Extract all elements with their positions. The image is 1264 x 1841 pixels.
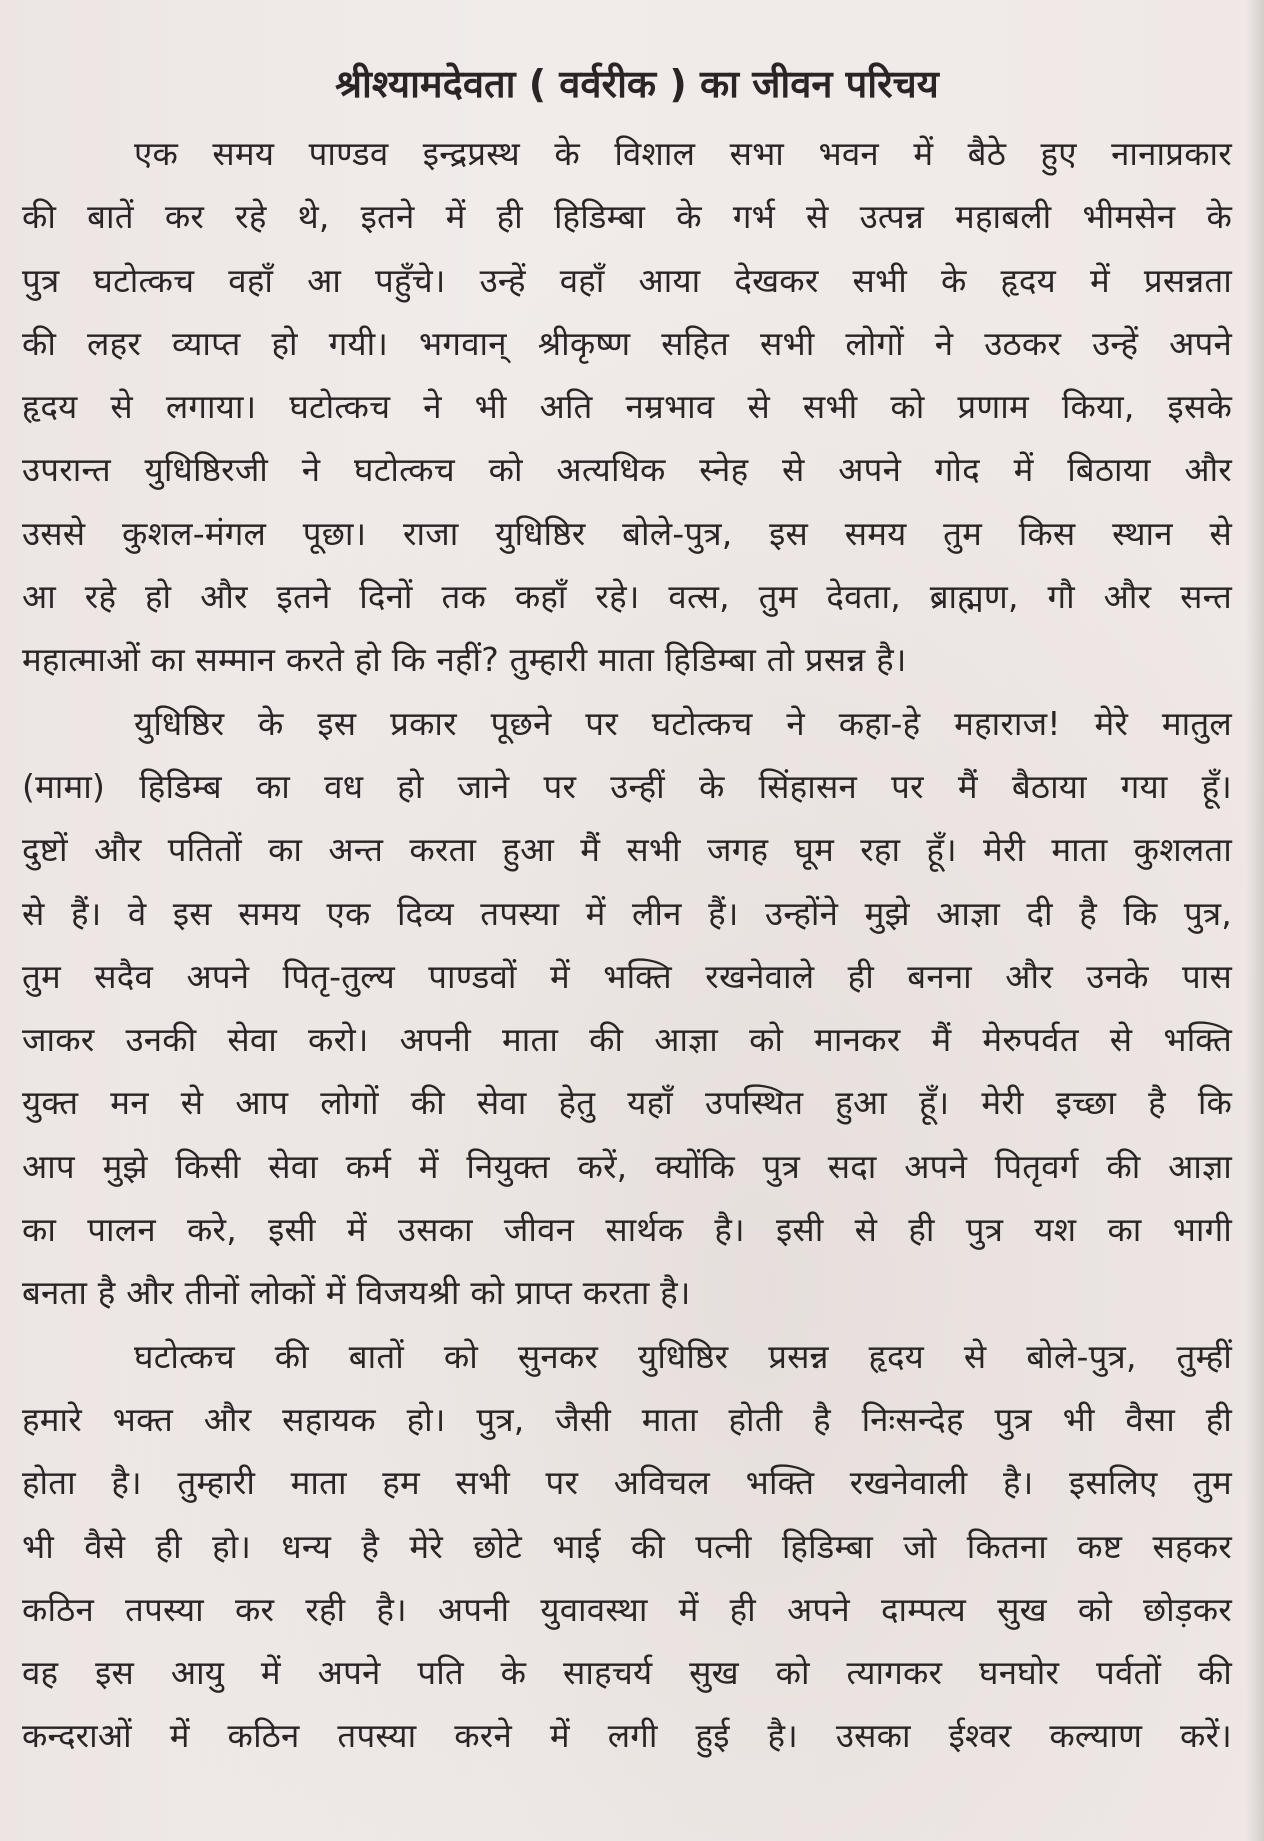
text-line: आ रहे हो और इतने दिनों तक कहाँ रहे। वत्स, तुम देवता, ब्राह्मण, गौ और सन्त <box>22 577 1232 617</box>
text-line: वह इस आयु में अपने पति के साहचर्य सुख को त्यागकर घनघोर पर्वतों की <box>22 1653 1232 1693</box>
text-line: आप मुझे किसी सेवा कर्म में नियुक्त करें, क्योंकि पुत्र सदा अपने पितृवर्ग की आज्ञा <box>22 1146 1232 1186</box>
text-line: भी वैसे ही हो। धन्य है मेरे छोटे भाई की पत्नी हिडिम्बा जो कितना कष्ट सहकर <box>22 1526 1232 1566</box>
text-line: का पालन करे, इसी में उसका जीवन सार्थक है। इसी से ही पुत्र यश का भागी <box>22 1210 1232 1250</box>
text-line: एक समय पाण्डव इन्द्रप्रस्थ के विशाल सभा भवन में बैठे हुए नानाप्रकार <box>134 134 1232 173</box>
text-line: तुम सदैव अपने पितृ-तुल्य पाण्डवों में भक्ति रखनेवाले ही बनना और उनके पास <box>22 956 1232 996</box>
text-line: दुष्टों और पतितों का अन्त करता हुआ मैं सभी जगह घूम रहा हूँ। मेरी माता कुशलता <box>22 830 1232 870</box>
text-line: हमारे भक्त और सहायक हो। पुत्र, जैसी माता होती है निःसन्देह पुत्र भी वैसा ही <box>22 1399 1232 1439</box>
text-line: जाकर उनकी सेवा करो। अपनी माता की आज्ञा को मानकर मैं मेरुपर्वत से भक्ति <box>22 1020 1232 1060</box>
text-line: युधिष्ठिर के इस प्रकार पूछने पर घटोत्कच ने कहा-हे महाराज! मेरे मातुल <box>134 703 1232 743</box>
text-line: की बातें कर रहे थे, इतने में ही हिडिम्बा के गर्भ से उत्पन्न महाबली भीमसेन के <box>22 197 1232 237</box>
text-line: पुत्र घटोत्कच वहाँ आ पहुँचे। उन्हें वहाँ आया देखकर सभी के हृदय में प्रसन्नता <box>22 260 1232 300</box>
text-line: कन्दराओं में कठिन तपस्या करने में लगी हुई है। उसका ईश्वर कल्याण करें। <box>22 1716 1232 1756</box>
page-content <box>22 52 1232 1768</box>
text-line: होता है। तुम्हारी माता हम सभी पर अविचल भक्ति रखनेवाली है। इसलिए तुम <box>22 1463 1232 1503</box>
text-line: की लहर व्याप्त हो गयी। भगवान् श्रीकृष्ण सहित सभी लोगों ने उठकर उन्हें अपने <box>22 323 1232 363</box>
text-line: उपरान्त युधिष्ठिरजी ने घटोत्कच को अत्यधिक स्नेह से अपने गोद में बिठाया और <box>22 450 1232 490</box>
text-line: उससे कुशल-मंगल पूछा। राजा युधिष्ठिर बोले-पुत्र, इस समय तुम किस स्थान से <box>22 513 1232 553</box>
text-line: हृदय से लगाया। घटोत्कच ने भी अति नम्रभाव से सभी को प्रणाम किया, इसके <box>22 387 1232 427</box>
text-line: महात्माओं का सम्मान करते हो कि नहीं? तुम्हारी माता हिडिम्बा तो प्रसन्न है। <box>22 640 907 680</box>
page-title: श्रीश्यामदेवता ( वर्वरीक ) का जीवन परिचय <box>335 62 939 106</box>
text-line: से हैं। वे इस समय एक दिव्य तपस्या में लीन हैं। उन्होंने मुझे आज्ञा दी है कि पुत्र, <box>22 893 1232 933</box>
text-line: (मामा) हिडिम्ब का वध हो जाने पर उन्हीं के सिंहासन पर मैं बैठाया गया हूँ। <box>22 766 1232 806</box>
text-line: कठिन तपस्या कर रही है। अपनी युवावस्था में ही अपने दाम्पत्य सुख को छोड़कर <box>22 1589 1232 1629</box>
text-line: घटोत्कच की बातों को सुनकर युधिष्ठिर प्रसन्न हृदय से बोले-पुत्र, तुम्हीं <box>134 1336 1232 1376</box>
page-edge-shadow <box>1246 0 1264 1841</box>
text-line: युक्त मन से आप लोगों की सेवा हेतु यहाँ उपस्थित हुआ हूँ। मेरी इच्छा है कि <box>22 1083 1232 1123</box>
text-line: बनता है और तीनों लोकों में विजयश्री को प्राप्त करता है। <box>22 1273 691 1313</box>
body-text <box>22 122 1232 1768</box>
